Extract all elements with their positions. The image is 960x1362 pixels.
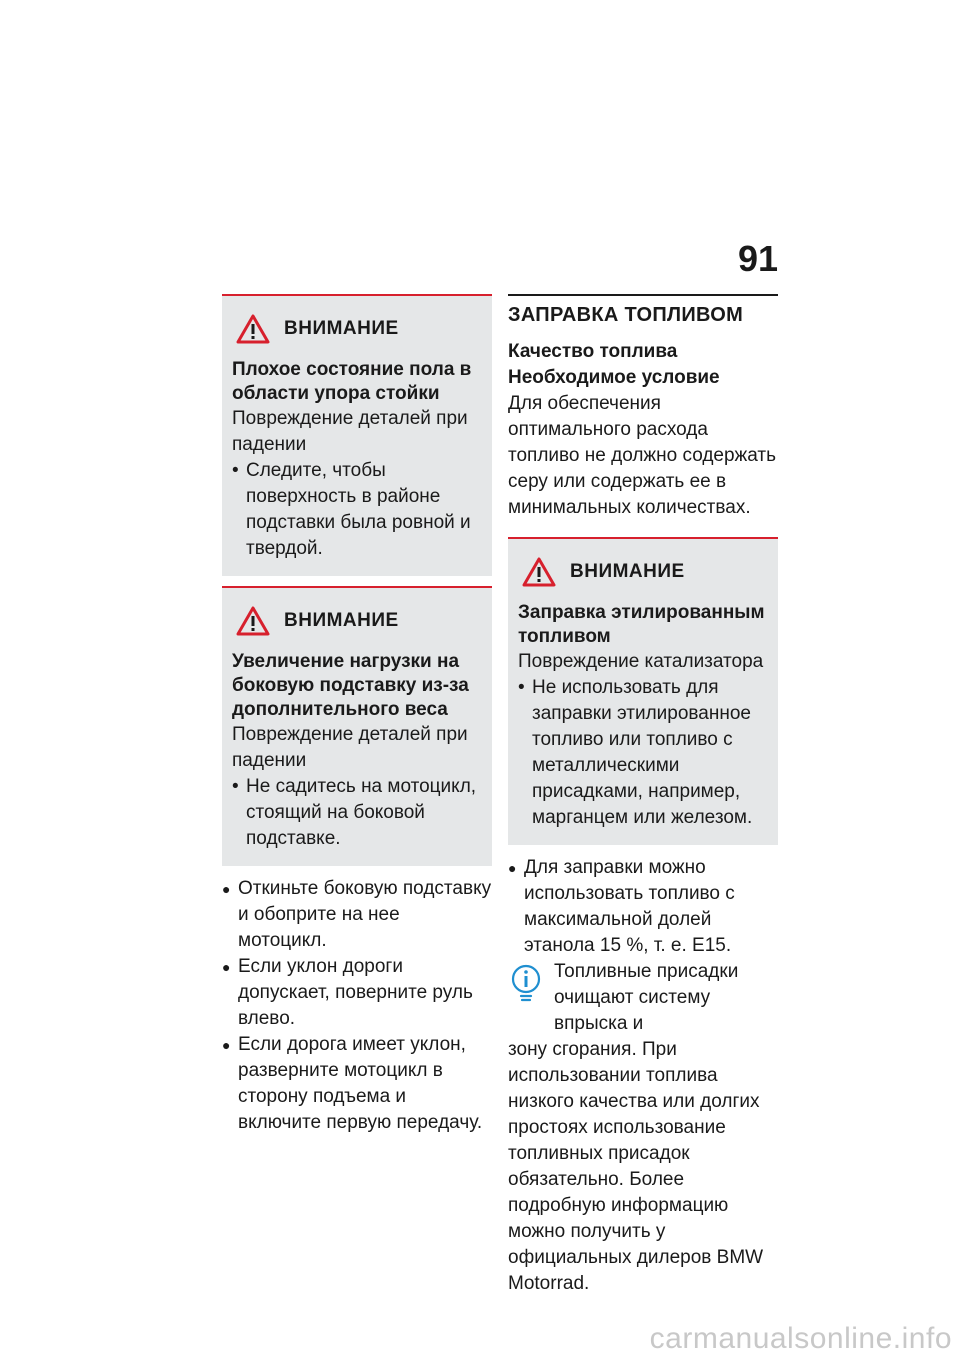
list-item: ● Для заправки можно использовать топливо с максимальной долей этанола 15 %, т. е. E15.	[508, 857, 735, 956]
warning-consequence: Повреждение катализатора	[518, 651, 764, 672]
warning-title: ВНИМАНИЕ	[284, 610, 399, 631]
watermark: carmanualsonline.info	[649, 1322, 952, 1355]
list-item: ● Если уклон дороги допускает, поверните руль влево.	[222, 956, 473, 1029]
fuel-step-list	[508, 855, 778, 959]
info-text-first: Топливные присадки очищают систему впрыска и	[554, 961, 739, 1034]
warning-consequence: Повреждение деталей при падении	[232, 724, 468, 771]
left-column	[222, 294, 492, 1136]
warning-bullet: • Следите, чтобы поверхность в районе подставки была ровной и твердой.	[232, 460, 471, 559]
list-item: ● Если дорога имеет уклон, разверните мотоцикл в сторону подъема и включите первую передачу.	[222, 1034, 483, 1133]
requirement-text: Для обеспечения оптимального расхода топливо не должно содержать серу или содержать ее в минимальных количествах.	[508, 393, 777, 518]
warning-bullet: • Не садитесь на мотоцикл, стоящий на боковой подставке.	[232, 776, 477, 849]
warning-title: ВНИМАНИЕ	[284, 318, 399, 339]
info-note	[508, 959, 778, 1037]
warning-title: ВНИМАНИЕ	[570, 561, 685, 582]
page-number: 91	[737, 238, 778, 279]
warning-consequence: Повреждение деталей при падении	[232, 408, 468, 455]
warning-header	[236, 314, 482, 344]
requirement-heading: Необходимое условие	[508, 367, 720, 388]
warning-triangle-icon	[236, 606, 270, 636]
warning-subtitle: Плохое состояние пола в области упора стойки	[232, 359, 472, 404]
warning-box-leaded-fuel	[508, 537, 778, 845]
info-bulb-icon	[508, 959, 554, 1037]
warning-subtitle: Увеличение нагрузки на боковую подставку из-за дополнительного веса	[232, 651, 469, 720]
steps-list	[222, 876, 492, 1136]
warning-bullet: • Не использовать для заправки этилированное топливо или топливо с металлическими присадками, например, марганцем или железом.	[518, 677, 753, 828]
warning-header	[236, 606, 482, 636]
warning-box-floor	[222, 294, 492, 576]
list-item: ● Откиньте боковую подставку и обоприте на нее мотоцикл.	[222, 878, 492, 951]
warning-triangle-icon	[236, 314, 270, 344]
warning-subtitle: Заправка этилированным топливом	[518, 602, 765, 647]
warning-triangle-icon	[522, 557, 556, 587]
right-column	[508, 294, 778, 1297]
warning-box-weight	[222, 586, 492, 866]
section-title: ЗАПРАВКА ТОПЛИВОМ	[508, 294, 778, 327]
warning-header	[522, 557, 768, 587]
subsection-title: Качество топлива	[508, 341, 678, 362]
info-text-rest: зону сгорания. При использовании топлива низкого качества или долгих простоях использование топливных присадок обязательно. Более подробную информацию можно получить у официальных дилеров BMW Motorrad.	[508, 1039, 764, 1294]
